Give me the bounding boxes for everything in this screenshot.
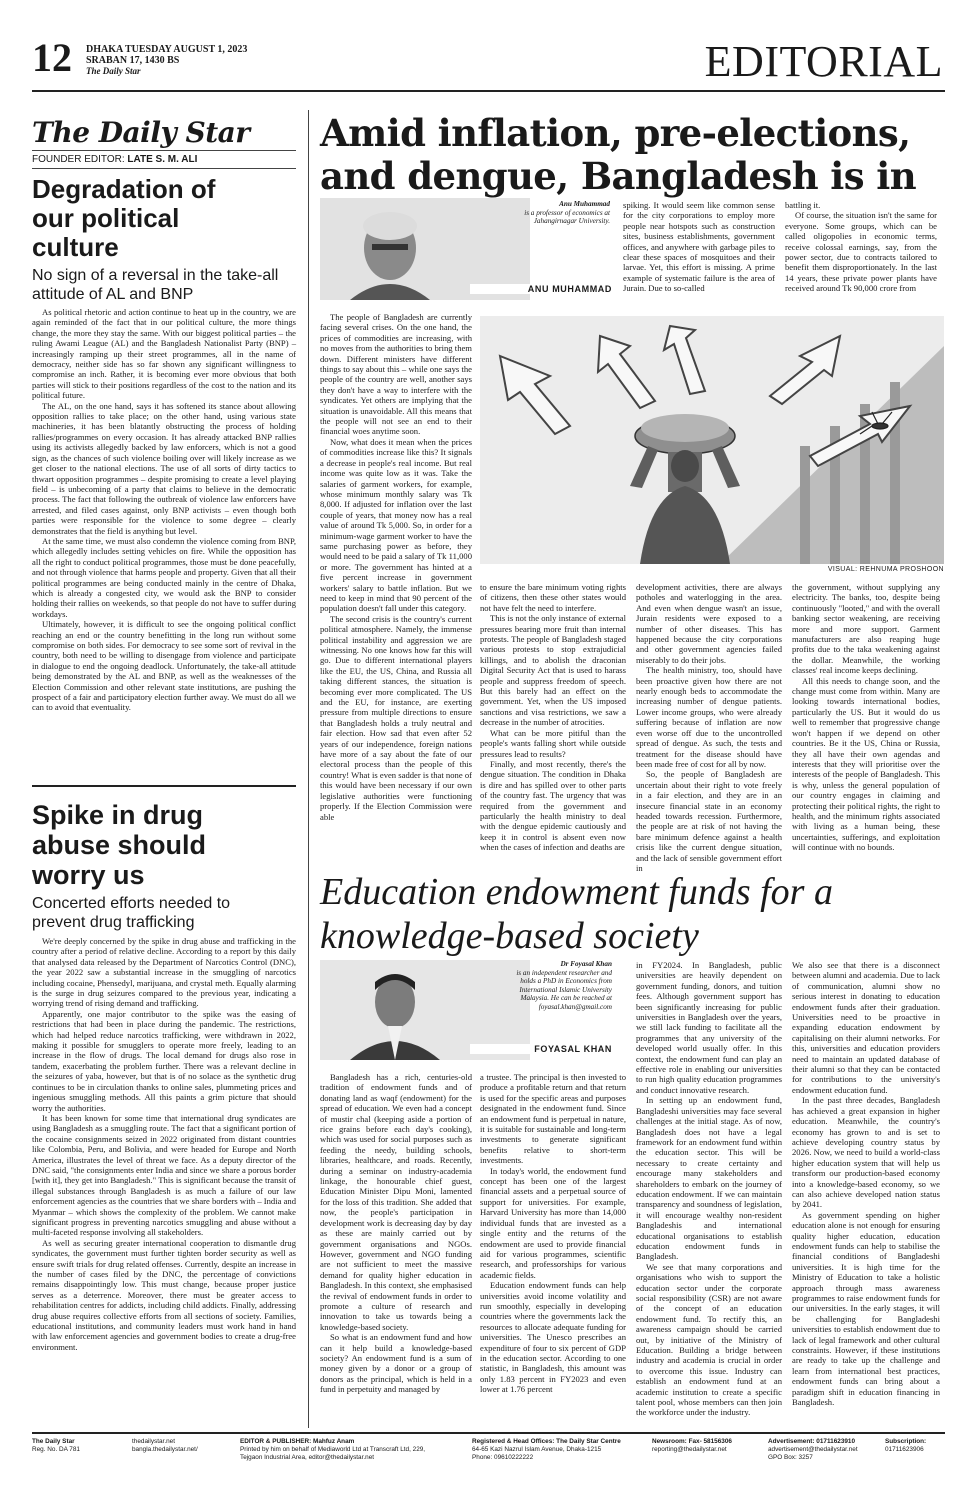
article2-paragraph: As government spending on higher education alone is not enough for ensuring quality higher education, education endowment funds can help to stabilise the financial conditions of Bangladeshi universities. It is high time for the Ministry of Education to take a holistic approach through mass awareness programmes to raise endowment funds for our universities. In the early stages, it will be challenging for Bangladeshi universities to establish endowment due to lack of legal framework and other cultural constraints. However, if these institutions are ready to take up the challenge and learn from international best practices, endowment funds can bring about a paradigm shift in education financing in Bangladesh. [792, 1209, 940, 1408]
newspaper-logo: The Daily Star [32, 116, 250, 149]
founder-name: LATE S. M. ALI [127, 154, 198, 165]
footer-bangla-website[interactable]: bangla.thedailystar.net/ [132, 1446, 198, 1453]
footer-gpo-box: GPO Box: 3257 [768, 1454, 813, 1461]
footer-newsroom-fax: Newsroom: Fax- 58156306 [652, 1438, 732, 1445]
article2-paragraph: Bangladesh has a rich, centuries-old tradition of endowment funds and of donating land as waqf (endowment) for the spread of education. We even had a concept of mustir chal (keeping aside a portion of rice grains before each day's cooking), which was used for social purposes such as feeding the needy, building schools, libraries, healthcare, and roads. Recently, during a seminar on industry-academia linkage, the honourable chief guest, Education Minister Dipu Moni, lamented for the loss of this tradition. She added that now, the people's participation in development work is decreasing day by day as these are mainly carried out by government organisations and NGOs. However, government and NGO funding are not sufficient to meet the massive demand for quality higher education in Bangladesh. In this context, she emphasised the revival of endowment funds in order to promote a culture of research and innovation to take us towards being a knowledge-based society. [320, 1072, 472, 1332]
article1-paragraph: to ensure the bare minimum voting rights of citizens, then these other states would not have felt the need to interfere. [480, 582, 626, 613]
article2-col2 [480, 1072, 626, 1424]
visual-credit: VISUAL: REHNUMA PROSHOON [827, 566, 944, 573]
article2-col4 [792, 960, 940, 1424]
footer-col-office [472, 1438, 652, 1462]
footer-rule [32, 1432, 945, 1434]
footer-office-phone: Phone: 09610222222 [472, 1454, 534, 1461]
editorial1-title: Degradation of our political culture [32, 174, 216, 262]
footer-printer: Printed by him on behalf of Mediaworld Ltd at Transcraft Ltd, 229, [240, 1446, 426, 1453]
article1-paragraph: The second crisis is the country's current political atmosphere. Namely, the immense political instability and aggression we are witnessing. No one knows how far this will go. Due to different international players like the EU, the US, China, and Russia all taking different stances, the situation is becoming ever more complicated. The US and the EU, for instance, are exerting pressure from multiple directions to ensure that Bangladesh holds a truly neutral and fair election. How sad that even after 52 years of our independence, foreign nations have more of a say about the fate of our electoral process than the people of this country! What is even sadder is that none of this would have been necessary if our own legislative authorities were functioning properly. If the Election Commission were able [320, 613, 472, 822]
footer-subscription-title: Subscription: [885, 1438, 927, 1445]
footer-col-subscription [885, 1438, 945, 1454]
founder-label: FOUNDER EDITOR: [32, 154, 125, 165]
editorial2-paragraph: As well as securing greater international cooperation to dismantle drug syndicates, the government must further tighten border security as well as ensure swift trials for drug related offenses. Currently, despite an increase in the number of cases filed by the DNC, the percentage of convictions remains disappointingly low. This must change, because proper justice serves as a deterrence. Moreover, there must be greater access to rehabilitation centres for addicts, including child addicts. Finally, addressing drug abuse requires collective efforts from all sections of society. Families, educational institutions, and community leaders must work hand in hand with law enforcement agencies and government bodies to create a drug-free environment. [32, 1237, 296, 1352]
article2-paragraph: We see that many corporations and organisations who wish to support the education sector under the corporate social responsibility (CSR) are not aware of the concept of an education endowment fund. To rectify this, an awareness campaign should be carried out, by initiative of the Ministry of Education. Building a bridge between industry and academia is crucial in order to overcome this issue. Industry can establish an endowment fund at an academic institution to create a specific talent pool, whose members can then join the workforce under the industry. [636, 1261, 782, 1418]
footer-printer-address: Tejgaon Industrial Area, editor@thedailystar.net [240, 1454, 375, 1461]
footer-ads-email[interactable]: advertisement@thedailystar.net [768, 1446, 858, 1453]
article1-paragraph: Of course, the situation isn't the same for everyone. Some groups, which can be called oligopolies in economic terms, receive colossal earnings, say, from the power sector, due to contracts tailored to benefit them disproportionately. In the last 14 years, these private power plants have received around Tk 90,000 crore from [785, 210, 937, 294]
editorial2-paragraph: We're deeply concerned by the spike in drug abuse and trafficking in the country after a period of relative decline. According to a report by this daily that analysed data released by the Department of Narcotics Control (DNC), the year 2022 saw a substantial increase in the smuggling of narcotics including cocaine, Phensedyl, marijuana, and crystal meth. Equally alarming is the surge in drug seizures compared to the previous year, indicating a worrying trend of rising demand and trafficking. [32, 936, 296, 1009]
article1-paragraph: spiking. It would seem like common sense for the city corporations to employ more people near hotspots such as construction sites, business establishments, government offices, and anywhere with garbage piles to clear these spaces of mosquitoes and their larvae. Yet, this effort is missing. A prime example of systematic failure is the area of Jurain. Due to so-called [623, 200, 775, 294]
editorial2-subtitle: Concerted efforts needed to prevent drug trafficking [32, 895, 231, 931]
footer-office-title: Registered & Head Offices: The Daily Star Centre [472, 1438, 621, 1445]
footer-col-web [132, 1438, 242, 1454]
article2-paragraph: In the past three decades, Bangladesh has achieved a great expansion in higher education. Meanwhile, the country's economy has grown to and is set to achieve developing country status by 2026. Now, we need to build a world-class higher education system that will help us transform our production-based economy into a knowledge-based economy, so we can also achieve developed nation status by 2041. [792, 1095, 940, 1210]
article1-col2 [480, 582, 626, 852]
editorial2-title: Spike in drug abuse should worry us [32, 800, 207, 890]
paper-mini-logo: The Daily Star [86, 66, 141, 76]
article1-paragraph: the government, without supplying any electricity. The banks, too, despite being continuously "looted," and with the overall banking sector weakening, are receiving more and more support. Garment manufacturers are also reaping huge profits due to the taka weakening against the dollar. Meanwhile, the working classes' real income keeps declining. [792, 582, 940, 676]
article2-bio-name: Dr Foyasal Khan [560, 960, 612, 968]
editorial1-body [32, 307, 296, 769]
date-gregorian: DHAKA TUESDAY AUGUST 1, 2023 [86, 44, 248, 55]
article2-paragraph: Education endowment funds can help universities avoid income volatility and run smoothly, especially in developing countries where the governments lack the resources to allocate adequate funding for universities. The Unesco prescribes an expenditure of four to six percent of GDP in the education sector. According to one statistic, in Bangladesh, this amount was only 1.83 percent in FY2023 and even lower at 1.76 percent [480, 1280, 626, 1395]
founder-editor [32, 154, 197, 165]
article1-col3 [636, 582, 782, 873]
footer-paper-name: The Daily Star [32, 1438, 75, 1445]
article1-paragraph: This is not the only instance of external pressures bearing more fruit than internal protests. The people of Bangladesh staged various protests to stop extrajudicial killings, and to abolish the draconian Digital Security Act that is used to harass people and suppress freedom of speech. But this barely had an effect on the government. Yet, when the US imposed sanctions and visa restrictions, we saw a decrease in the number of atrocities. [480, 613, 626, 728]
article1-paragraph: The health ministry, too, should have been proactive given how there are not nearly enough beds to accommodate the increasing number of dengue patients. Lower income groups, who were already suffering because of inflation are now even worse off due to the uncontrolled spread of dengue. As such, the tests and treatment for the disease should have been made free of cost for all by now. [636, 665, 782, 769]
footer-col-newsroom [652, 1438, 767, 1454]
article2-paragraph: a trustee. The principal is then invested to produce a profitable return and that return is used for the specific areas and purposes designated in the endowment fund. Since an endowment fund is perpetual in nature, it is suitable for sustainable and long-term investments to generate significant benefits relative to short-term investments. [480, 1072, 626, 1166]
founder-rule [32, 168, 296, 169]
article2-bio-text: is an independent researcher and holds a PhD in Economics from International Islamic University Malaysia. He can be reached at foyasal.khan@gmail.com [516, 968, 612, 1011]
editorial1-subtitle: No sign of a reversal in the take-all attitude of AL and BNP [32, 267, 279, 303]
footer-office-address: 64-65 Kazi Nazrul Islam Avenue, Dhaka-1215 [472, 1446, 602, 1453]
editorial1-paragraph: The AL, on the one hand, says it has softened its stance about allowing opposition rallies to take place; on the other hand, using various state machineries, it has been blatantly obstructing the process of holding rallies/programmes on every occasion. It has already attacked BNP rallies using its activists allegedly backed by law enforcers, which is not a good sign, as the chances of such violence boiling over will likely increase as we get closer to the national elections. The use of all sorts of dirty tactics to thwart opposition programmes – despite promising to create a level playing field – is unbecoming of a party that claims to believe in the democratic process. The fact that following the outbreak of violence law enforcers have arrested, and filed cases against, only BNP activists – even though both parties were responsible for the violence to some degree – clearly demonstrates that the field is anything but level. [32, 400, 296, 536]
dateline [86, 44, 247, 77]
article2-bio [500, 960, 612, 1012]
footer-subscription-phone: 01711623906 [885, 1446, 924, 1453]
article1-bio-text: is a professor of economics at Jahangirnagar University. [524, 208, 610, 226]
article1-paragraph: The people of Bangladesh are currently facing several crises. On the one hand, the prices of commodities are increasing, with no moves from the authorities to bring them down. Different ministers have different things to say about this – while one says the people of the country are well, another says they don't have a way to interfere with the syndicates. Yet others are implying that the situation is unavoidable. All this means that the people will not see an end to their financial woes anytime soon. [320, 312, 472, 437]
article1-illustration [480, 316, 944, 564]
editorial1-paragraph: At the same time, we must also condemn the violence coming from BNP, which allegedly includes setting vehicles on fire. While the opposition has all the right to conduct political programmes, those must be done peacefully, and not through violence that harms people and property. Given that all their political programmes are being conducted mainly in the centre of Dhaka, which is already a congested city, we would ask the BNP to consider holding their rallies on weekends, so that people do not have to suffer during workdays. [32, 535, 296, 619]
footer-website[interactable]: thedailystar.net [132, 1438, 175, 1445]
article1-col3-top [623, 200, 775, 310]
article1-bio [520, 200, 610, 226]
article2-col1 [320, 1072, 472, 1424]
article2-paragraph: In today's world, the endowment fund concept has been one of the largest financial assets and a perpetual source of support for universities. For example, Harvard University has more than 14,000 individual funds that are invested as a single entity and the returns of the endowment are used to provide financial aid for various programmes, scientific research, and professorships for various academic fields. [480, 1165, 626, 1280]
article2-byline: FOYASAL KHAN [470, 1044, 612, 1054]
footer-col-editor [240, 1438, 470, 1462]
footer-ads-phone: Advertisement: 01711623910 [768, 1438, 856, 1445]
footer-newsroom-email[interactable]: reporting@thedailystar.net [652, 1446, 727, 1453]
date-bangla: SRABAN 17, 1430 BS [86, 55, 180, 66]
article1-paragraph: Now, what does it mean when the prices of commodities increase like this? It signals a decrease in people's real income. But real income was quite low as it was. Take the salaries of garment workers, for example, whose minimum monthly salary was Tk 8,000. If adjusted for inflation over the last couple of years, that money now has a real value of around Tk 5,000. So, in order for a minimum-wage garment worker to have the same purchasing power as before, they would need to be paid a salary of Tk 11,000 or more. The government has hinted at a five percent increase in government workers' salary to battle inflation. But we need to keep in mind that 90 percent of the population doesn't fall under this category. [320, 436, 472, 614]
section-title: EDITORIAL [704, 37, 943, 86]
article1-byline: ANU MUHAMMAD [470, 284, 612, 294]
article1-headline: Amid inflation, pre-elections, and dengue, Bangladesh is in [320, 111, 917, 198]
editorial2-body [32, 936, 296, 1426]
editorial2-paragraph: It has been known for some time that international drug syndicates are using Bangladesh as a smuggling route. The fact that a significant portion of the cocaine consignments seized in 2022 originated from distant countries like Colombia, Peru, and Bolivia, and were headed for Europe and North America, illustrates the level of threat we face. As a deputy director of the DNC said, "the consignments enter India and since we share a porous border [with it], they get into Bangladesh." This is significant because the transit of illegal substances through Bangladesh is as much a failure of our law enforcement agencies as the countries that we share borders with – India and Myanmar – which shows the complexity of the problem. We cannot make significant progress in preventing narcotics smuggling and abuse without a multi-faceted response involving all stakeholders. [32, 1112, 296, 1238]
article2-paragraph: In setting up an endowment fund, Bangladeshi universities may face several challenges at the initial stage. As of now, Bangladesh does not have a legal framework for an endowment fund within the education sector. This will be necessary to create certainty and encourage many stakeholders and shareholders to embark on the journey of education endowment. If we can maintain transparency and soundness of legislation, it will encourage wealthy non-resident Bangladeshis and international educational organisations to establish education endowment funds in Bangladesh. [636, 1095, 782, 1262]
footer-col-ads [768, 1438, 883, 1462]
footer-col-paper [32, 1438, 132, 1454]
article1-col4 [792, 582, 940, 852]
article1-paragraph: development activities, there are always potholes and waterlogging in the area. And even when dengue wasn't an issue, Jurain residents were exposed to a number of other diseases. This has happened because the city corporations and other government agencies failed miserably to do their jobs. [636, 582, 782, 665]
masthead-rule [32, 90, 945, 92]
article1-paragraph: So, the people of Bangladesh are uncertain about their right to vote freely in a fair election, and they are in an insecure financial state in an economy headed towards recession. Furthermore, the people are at risk of not having the bare minimum defence against a health crisis like the current dengue situation, and the lack of sensible government effort in [636, 769, 782, 873]
article1-paragraph: What can be more pitiful than the people's wants falling short while outside pressures lead to results? [480, 727, 626, 759]
inflation-illustration-icon [480, 316, 944, 564]
article1-paragraph: Finally, and most recently, there's the dengue situation. The condition in Dhaka is dire and has spilled over to other parts of the country fast. The urgency that was required from the government and particularly the health ministry to deal with the dengue epidemic cautiously and keep it in control is absent even now when the cases of infection and deaths are [480, 758, 626, 853]
article2-paragraph: So what is an endowment fund and how can it help build a knowledge-based society? An endowment fund is a sum of money given by a donor or a group of donors as the principal, which is held in a fund in perpetuity and managed by [320, 1332, 472, 1395]
editorial1-paragraph: As political rhetoric and action continue to heat up in the country, we are again reminded of the fact that in our political culture, the more things change, the more they stay the same. With our biggest political parties – the ruling Awami League (AL) and the Bangladesh Nationalist Party (BNP) – increasingly ramping up their street programmes, all in the name of democracy, neither side has so far shown any significant willingness to compromise an inch. Rather, it is becoming ever more obvious that both parties will stick to their positions regardless of the cost to the nation and its political future. [32, 307, 296, 401]
article2-col3 [636, 960, 782, 1424]
footer-reg-no: Reg. No. DA 781 [32, 1446, 80, 1453]
article1-bio-name: Anu Muhammad [559, 200, 610, 208]
editorial1-paragraph: Ultimately, however, it is difficult to see the ongoing political conflict reaching an end or the country benefitting in the long run without some compromise on both sides. For democracy to see some sort of revival in the country, both need to be willing to disengage from violence and participate in dialogue to end the ongoing deadlock. Unfortunately, the take-all attitude being demonstrated by the AL and BNP, as well as the weaknesses of the Election Commission and other relevant state institutions, are pushing the prospect of a fair and participatory election further away. We must do all we can to avoid that eventuality. [32, 619, 296, 713]
page-number: 12 [32, 35, 72, 80]
article2-paragraph: in FY2024. In Bangladesh, public universities are heavily dependent on government funding, donors, and tuition fees. Although government support has been significantly increasing for public universities in Bangladesh over the years, we still lack funding to facilitate all the programmes that any university of the developed world usually offer. In this context, the endowment fund can play an effective role in enabling our universities to run high quality education programmes and conduct innovative research. [636, 960, 782, 1095]
logo-rule [32, 150, 296, 151]
footer-editor: EDITOR & PUBLISHER: Mahfuz Anam [240, 1438, 355, 1445]
editorial2-paragraph: Apparently, one major contributor to the spike was the easing of restrictions that had been in place during the pandemic. The restrictions, which had helped reduce narcotics trafficking, were withdrawn in 2022, making it possible for smugglers to operate more freely, leading to an increase in the flow of drugs. The local demand for drugs also rose in tandem, exacerbating the problem further. There was a relevant decline in the seizures of yaba, however, but that is of no solace as the synthetic drug continues to be in circulation thanks to online sales, plummeting prices and ingenious smuggling methods. All this paints a grim picture that should worry the authorities. [32, 1008, 296, 1113]
article1-col4-top [785, 200, 937, 310]
column-divider [308, 110, 309, 1428]
editorial-separator [32, 785, 296, 787]
article2-headline: Education endowment funds for a knowledge-based society [320, 871, 833, 957]
article2-paragraph: We also see that there is a disconnect between alumni and academia. Due to lack of communication, alumni show no serious interest in donating to education endowment funds after their graduation. Universities need to be proactive in expanding education endowment by capitalising on their alumni networks. For this, universities and education providers need to maintain an updated database of their alumni so that they can be contacted for contributions to the university's endowment education fund. [792, 960, 940, 1095]
article1-paragraph: battling it. [785, 200, 821, 210]
article1-paragraph: All this needs to change soon, and the change must come from within. Many are looking towards international bodies, particularly the US. But it would do us well to remember that progressive change won't happen if we depend on other countries. Be it the US, China or Russia, they all have their own agendas and interests that they will prioritise over the interests of the people of Bangladesh. This is why, unless the general population of our country engages in claiming and protecting their political rights, the right to health, and the minimum rights associated with living as a human being, these uncertainties, sufferings, and exploitation will continue with no bounds. [792, 675, 940, 853]
